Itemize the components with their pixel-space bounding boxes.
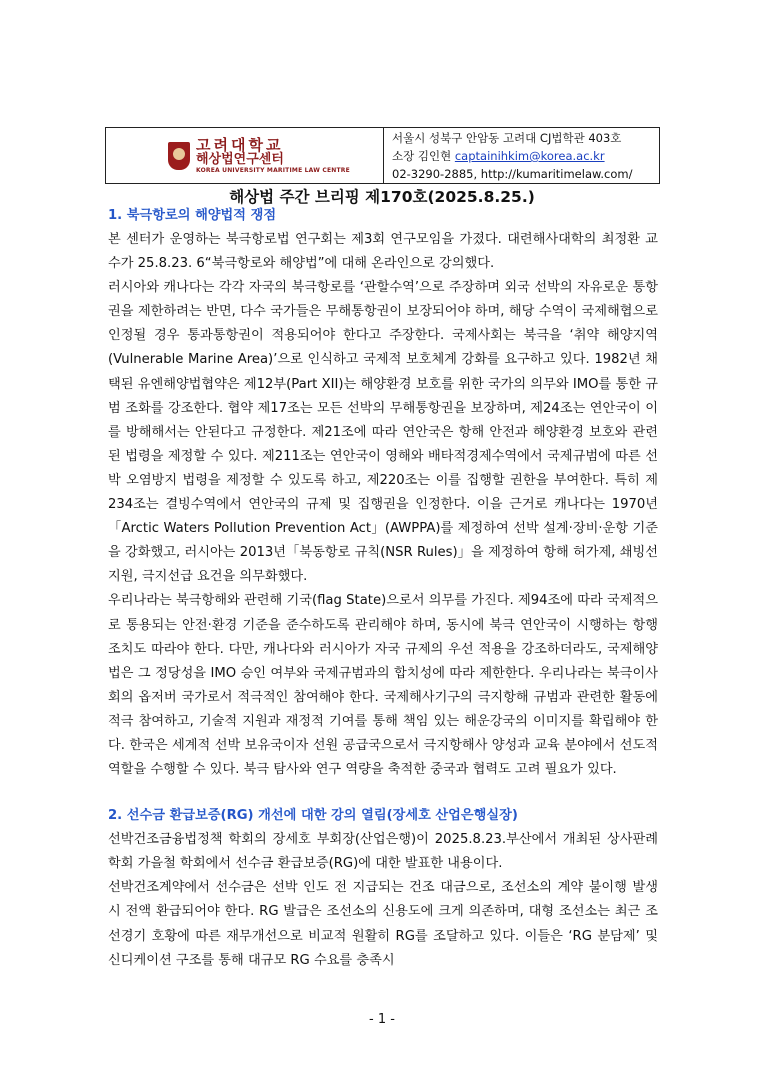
logo-cell	[106, 128, 384, 183]
section-2-heading: 2. 선수금 환급보증(RG) 개선에 대한 강의 열림(장세호 산업은행실장)	[108, 808, 518, 824]
logo	[196, 137, 350, 174]
section-spacer	[108, 782, 658, 804]
address: 서울시 성북구 안암동 고려대 CJ법학관 403호	[392, 131, 622, 145]
document-title: 해상법 주간 브리핑 제170호(2025.8.25.)	[229, 188, 535, 206]
contact-info	[384, 128, 659, 183]
logo-center-name: 해상법연구센터	[196, 152, 284, 167]
section-1-paragraph-2: 러시아와 캐나다는 각각 자국의 북극항로를 ‘관할수역’으로 주장하며 외국 선박의 자유로운 통항권을 제한하려는 반면, 다수 국가들은 무해통항권이 보장되어야 하며, 해당 수역이 국제해협으로 인정될 경우 통과통항권이 적용되어야 한다고 주장한다. 국제사회는 북극을 ‘취약 해양지역(Vulnerable Marine Area)’으로 인식하고 국제적 보호체계 강화를 요구하고 있다. 1982년 채택된 유엔해양법협약은 제12부(Part XII)는 해양환경 보호를 위한 국가의 의무와 IMO를 통한 규범 조화를 강조한다. 협약 제17조는 모든 선박의 무해통항권을 보장하며, 제24조는 연안국이 이를 방해해서는 안된다고 규정한다. 제21조에 따라 연안국은 항해 안전과 해양환경 보호와 관련된 법령을 제정할 수 있다. 제211조는 연안국이 영해와 배타적경제수역에서 국제규범에 따른 선박 오염방지 법령을 제정할 수 있도록 하고, 제220조는 이를 집행할 권한을 부여한다. 특히 제234조는 결빙수역에서 연안국의 규제 및 집행권을 인정한다. 이을 근거로 캐나다는 1970년「Arctic Waters Pollution Prevention Act」(AWPPA)를 제정하여 선박 설계·장비·운항 기준을 강화했고, 러시아는 2013년「북동항로 규칙(NSR Rules)」을 제정하여 항해 허가제, 쇄빙선 지원, 극지선급 요건을 의무화했다.	[108, 280, 658, 585]
director-label: 소장 김인현	[392, 149, 452, 163]
header-table	[105, 127, 660, 184]
section-1-heading: 1. 북극항로의 해양법적 쟁점	[108, 208, 277, 223]
email-link[interactable]: captainihkim@korea.ac.kr	[454, 149, 605, 163]
section-2-paragraph-2: 선박건조계약에서 선수금은 선박 인도 전 지급되는 건조 대금으로, 조선소의 계약 불이행 발생 시 전액 환급되어야 한다. RG 발급은 조선소의 신용도에 크게 의존하며, 대형 조선소는 최근 조선경기 호황에 따른 재무개선으로 비교적 원활히 RG를 조달하고 있다. 이들은 ‘RG 분담제’ 및 신디케이션 구조를 통해 대규모 RG 수요를 충족시	[108, 880, 658, 968]
university-crest-icon	[168, 142, 190, 170]
content-body	[108, 204, 658, 973]
section-1-paragraph-1: 본 센터가 운영하는 북극항로법 연구회는 제3회 연구모임을 가졌다. 대련해사대학의 최정환 교수가 25.8.23. 6“북극항로와 해양법”에 대해 온라인으로 강의했다.	[108, 232, 658, 272]
section-1-paragraph-3: 우리나라는 북극항해와 관련해 기국(flag State)으로서 의무를 가진다. 제94조에 따라 국제적으로 통용되는 안전·환경 기준을 준수하도록 관리해야 하며, 동시에 북극 연안국이 시행하는 항행조치도 따라야 한다. 다만, 캐나다와 러시아가 자국 규제의 우선 적용을 강조하더라도, 국제해양법은 그 정당성을 IMO 승인 여부와 국제규범과의 합치성에 따라 제한한다. 우리나라는 북극이사회의 옵저버 국가로서 적극적인 참여해야 한다. 국제해사기구의 극지항해 규범과 관련한 활동에 적극 참여하고, 기술적 지원과 재정적 기여를 통해 책임 있는 해운강국의 이미지를 확립해야 한다. 한국은 세계적 선박 보유국이자 선원 공급국으로서 극지항해사 양성과 교육 분야에서 선도적 역할을 수행할 수 있다. 북극 탐사와 연구 역량을 축적한 중국과 협력도 고려 필요가 있다.	[108, 593, 658, 778]
section-2-paragraph-1: 선박건조금융법정책 학회의 장세호 부회장(산업은행)이 2025.8.23.부산에서 개최된 상사판례학회 가을철 학회에서 선수금 환급보증(RG)에 대한 발표한 내용이다.	[108, 832, 658, 872]
logo-english-name: KOREA UNIVERSITY MARITIME LAW CENTRE	[196, 167, 350, 174]
phone-website[interactable]: 02-3290-2885, http://kumaritimelaw.com/	[392, 167, 633, 181]
director-line	[392, 147, 659, 165]
page-number: - 1 -	[369, 1012, 395, 1027]
logo-university-name: 고려대학교	[196, 136, 284, 154]
